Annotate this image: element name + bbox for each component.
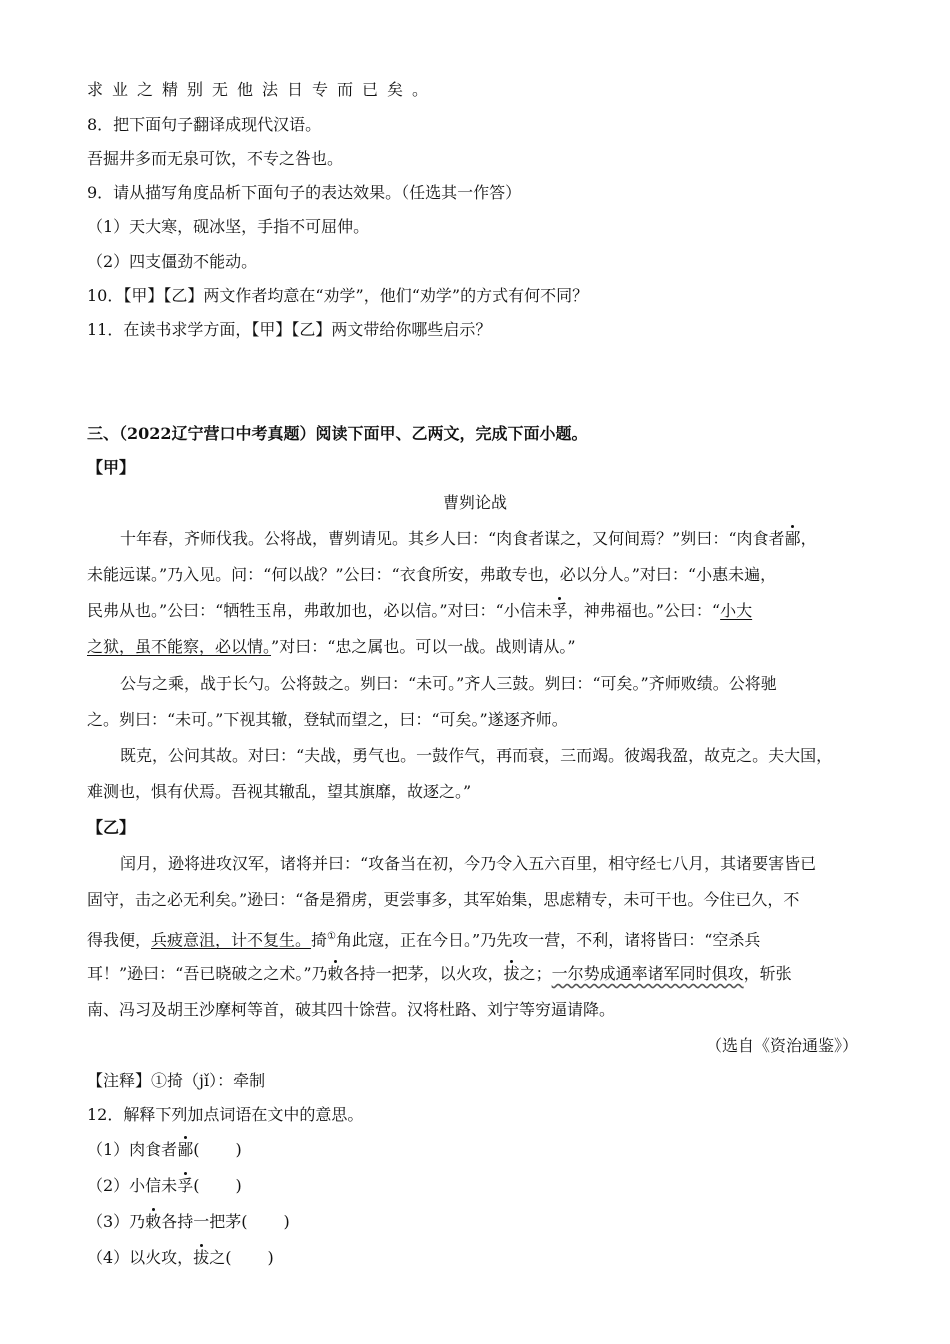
question-9: 9．请从描写角度品析下面句子的表达效果。（任选其一作答） xyxy=(87,183,522,202)
question-12-item-4 xyxy=(87,1247,274,1269)
jia-p1-line-2: 未能远谋。”乃入见。问：“何以战？”公曰：“衣食所安，弗敢专也，必以分人。”对曰：“小惠未遍， xyxy=(87,565,777,584)
question-9-option-1: （1）天大寒，砚冰坚，手指不可屈伸。 xyxy=(87,217,370,236)
text-span: 角此寇，正在今日。”乃先攻一营，不利，诸将皆曰：“空杀兵 xyxy=(336,930,761,950)
footnote-marker: ① xyxy=(327,931,337,942)
underlined-text: 小大 xyxy=(720,601,753,620)
question-8-text: 吾掘井多而无泉可饮，不专之咎也。 xyxy=(87,149,344,168)
text-span: 各持一把茅( xyxy=(161,1212,248,1231)
yi-label: 【乙】 xyxy=(87,818,136,837)
dotted-word: 敕 xyxy=(327,964,344,983)
text-span: 民弗从也。”公曰：“牺牲玉帛，弗敢加也，必以信。”对曰：“小信未 xyxy=(87,601,552,620)
question-11: 11．在读书求学方面，【甲】【乙】两文带给你哪些启示？ xyxy=(87,320,492,339)
text-span: 之； xyxy=(519,964,552,983)
jia-p3-line-1: 既克，公问其故。对曰：“夫战，勇气也。一鼓作气，再而衰，三而竭。彼竭我盈，故克之。夫大国， xyxy=(120,746,833,765)
question-10: 10．【甲】【乙】两文作者均意在“劝学”，他们“劝学”的方式有何不同？ xyxy=(87,286,589,305)
dotted-word: 孚 xyxy=(551,601,568,620)
jia-p1-line-3 xyxy=(87,600,752,622)
text-span: ”对曰：“忠之属也。可以一战。战则请从。” xyxy=(271,637,576,656)
text-span: ，神弗福也。”公曰：“ xyxy=(567,601,721,620)
text-span: （1）肉食者 xyxy=(87,1140,178,1159)
jia-p2-line-2: 之。刿曰：“未可。”下视其辙，登轼而望之，曰：“可矣。”遂逐齐师。 xyxy=(87,710,568,729)
question-12-item-2 xyxy=(87,1175,242,1197)
source-citation: （选自《资治通鉴》） xyxy=(705,1036,858,1055)
dotted-word: 拔 xyxy=(193,1248,210,1267)
dotted-word: 拔 xyxy=(503,964,520,983)
question-9-option-2: （2）四支僵劲不能动。 xyxy=(87,252,258,271)
text-line: 求业之精别无他法日专而已矣。 xyxy=(87,80,438,99)
passage-title: 曹刿论战 xyxy=(442,493,507,512)
text-span: （3）乃 xyxy=(87,1212,146,1231)
text-span: 十年春，齐师伐我。公将战，曹刿请见。其乡人曰：“肉食者谋之，又何间焉？”刿曰：“肉食者 xyxy=(120,529,785,548)
question-12: 12．解释下列加点词语在文中的意思。 xyxy=(87,1105,364,1124)
jia-p3-line-2: 难测也，惧有伏焉。吾视其辙乱，望其旗靡，故逐之。” xyxy=(87,782,472,801)
text-span: ( xyxy=(193,1176,200,1195)
text-span: ) xyxy=(283,1212,290,1231)
text-span: 耳！”逊曰：“吾已晓破之之术。”乃 xyxy=(87,964,328,983)
annotation-note: 【注释】①掎（jǐ）：牵制 xyxy=(87,1071,266,1090)
wavy-underlined-text: 一尔势成通率诸军同时俱攻 xyxy=(551,964,744,983)
text-span: ) xyxy=(267,1248,274,1267)
text-span: 得我便， xyxy=(87,930,152,950)
text-span: 各持一把茅，以火攻， xyxy=(343,964,504,983)
question-8: 8．把下面句子翻译成现代汉语。 xyxy=(87,115,322,134)
text-span: ，斩张 xyxy=(743,964,792,983)
text-span: ( xyxy=(193,1140,200,1159)
yi-line-2: 固守，击之必无利矣。”逊曰：“备是猾虏，更尝事多，其军始集，思虑精专，未可干也。今住已久，不 xyxy=(87,890,800,909)
jia-p1-line-1 xyxy=(120,528,817,550)
jia-label: 【甲】 xyxy=(87,458,136,477)
jia-p2-line-1: 公与之乘，战于长勺。公将鼓之。刿曰：“未可。”齐人三鼓。刿曰：“可矣。”齐师败绩。公将驰 xyxy=(120,674,777,693)
section-3-heading: 三、（2022辽宁营口中考真题）阅读下面甲、乙两文，完成下面小题。 xyxy=(87,424,588,443)
dotted-word: 鄙 xyxy=(784,529,801,548)
jia-p1-line-4 xyxy=(87,636,576,658)
question-12-item-1 xyxy=(87,1139,242,1161)
text-span: （4）以火攻， xyxy=(87,1248,194,1267)
yi-line-4 xyxy=(87,963,792,985)
text-span: 之( xyxy=(209,1248,232,1267)
underlined-text: 兵疲意沮，计不复生。 xyxy=(151,930,312,950)
underlined-text: 之狱，虽不能察，必以情。 xyxy=(87,637,272,656)
yi-line-5: 南、冯习及胡王沙摩柯等首，破其四十馀营。汉将杜路、刘宁等穷逼请降。 xyxy=(87,1000,616,1019)
question-12-item-3 xyxy=(87,1211,290,1233)
text-span: 掎 xyxy=(311,930,328,950)
text-span: ) xyxy=(235,1140,242,1159)
yi-line-1: 闰月，逊将进攻汉军，诸将并曰：“攻备当在初，今乃令入五六百里，相守经七八月，其诸要害皆已 xyxy=(120,854,817,873)
text-span: ) xyxy=(235,1176,242,1195)
yi-line-3 xyxy=(87,926,760,951)
dotted-word: 孚 xyxy=(177,1176,194,1195)
text-span: ， xyxy=(800,529,817,548)
dotted-word: 鄙 xyxy=(177,1140,194,1159)
dotted-word: 敕 xyxy=(145,1212,162,1231)
text-span: （2）小信未 xyxy=(87,1176,178,1195)
